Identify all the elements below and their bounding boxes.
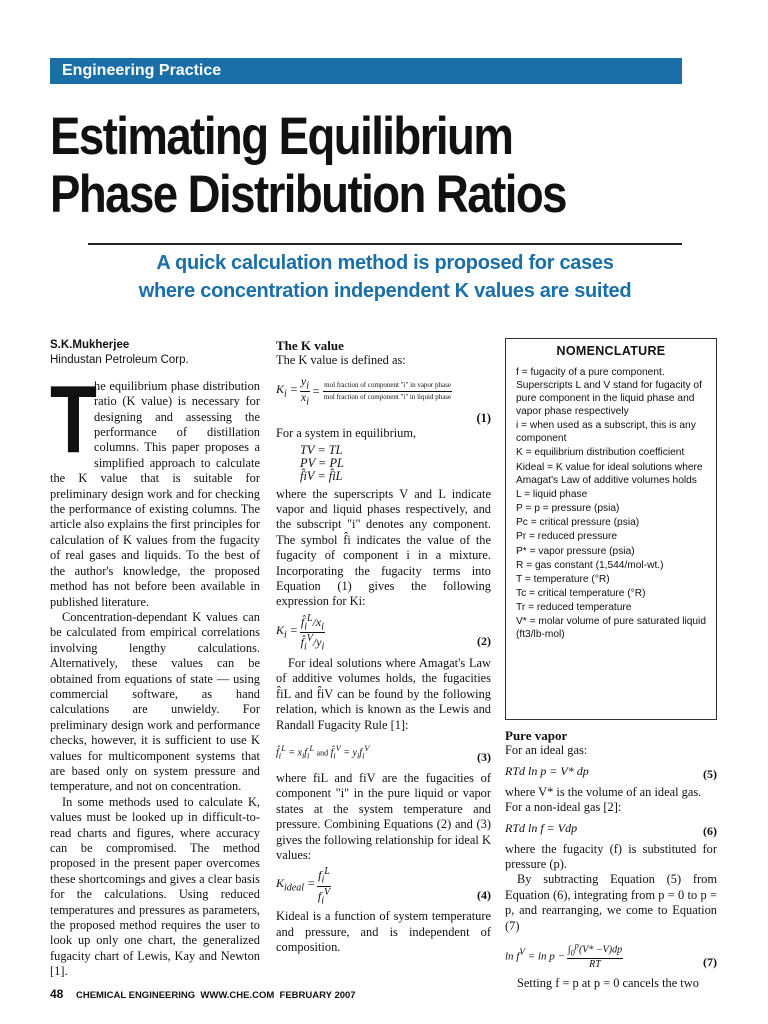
equation-7: $\ln f^V = \ln p$ − $\frac{\int_0^p(V* -V)dp}{RT}$ (7) xyxy=(505,940,717,971)
footer-text: CHEMICAL ENGINEERING WWW.CHE.COM FEBRUARY 2007 xyxy=(76,990,356,1001)
author-name: S.K.Mukherjee xyxy=(50,339,130,351)
nomenclature-item: Kideal = K value for ideal solutions where Amagat's Law of additive volumes holds xyxy=(516,461,703,486)
subtraction-paragraph: By subtracting Equation (5) from Equation (6), integrating from p = 0 to p = p, and rearranging, we come to Equation (7) xyxy=(505,872,717,933)
equation-4: $K_{ideal}$ = $\frac{f_i^L}{f_i^V}$ (4) xyxy=(276,866,491,907)
nomenclature-item: P* = vapor pressure (psia) xyxy=(516,545,635,557)
eq1-denominator-label: mol fraction of component "i" in liquid phase xyxy=(323,393,452,402)
subtitle-line-2: where concentration independent K values are suited xyxy=(138,280,632,302)
nomenclature-item: i = when used as a subscript, this is any component xyxy=(516,420,696,445)
title-line-2: Phase Distribution Ratios xyxy=(50,165,566,224)
nomenclature-item: K = equilibrium distribution coefficient xyxy=(516,447,685,459)
nomenclature-item: Pc = critical pressure (psia) xyxy=(516,517,640,529)
nomenclature-item: V* = molar volume of pure saturated liquid (ft3/lb-mol) xyxy=(516,616,706,641)
setting-paragraph: Setting f = p at p = 0 cancels the two xyxy=(517,976,699,991)
eq1-tag: (1) xyxy=(476,410,491,425)
section-banner xyxy=(50,58,682,84)
superscript-explanation: where the superscripts V and L indicate vapor and liquid phases respectively, and the subscript "i" denotes any component. The symbol f̂i indicates the value of the fugacity of component i in a mixture. Incorporating the fugacity terms into Equation (1) gives the following expression for Ki: xyxy=(276,486,491,609)
column-2 xyxy=(276,338,491,956)
drop-cap: T xyxy=(50,365,97,473)
non-ideal-gas-intro: where V* is the volume of an ideal gas. For a non-ideal gas [2]: xyxy=(505,784,702,815)
intro-text: he equilibrium phase distribution ratio (K value) is necessary for designing and assessing the performance of distillation columns. This paper proposes a simplified approach to calculate the K value that is suitable for preliminary design work and for checking the performance of existing columns. The article also explains the first principles for calculation of K values from the fugacity of real gases and liquids. To the best of the author's knowledge, the proposed method has not before been available in published literature. xyxy=(50,378,260,609)
ideal-solution-paragraph: For ideal solutions where Amagat's Law of additive volumes holds, the fugacities f̂iL and f̂iV can be found by the following relation, which is known as the Lewis and Randall Fugacity Rule [1]: xyxy=(276,655,491,732)
column-3 xyxy=(505,728,717,991)
intro-paragraph xyxy=(50,365,260,610)
eq4-tag: (4) xyxy=(477,887,491,902)
pure-fugacity-paragraph: where fiL and fiV are the fugacities of component "i" in the pure liquid or vapor states at the system temperature and pressure. Combining Equations (2) and (3) gives the following relationship for ideal K values: xyxy=(276,770,491,862)
eq5-body: RTd ln p = V* dp xyxy=(505,764,589,779)
condition-fugacity: f̂iV = f̂iL xyxy=(300,468,343,483)
eq6-body: RTd ln f = Vdp xyxy=(505,820,578,835)
subtitle-line-1: A quick calculation method is proposed for cases xyxy=(156,252,614,274)
nomenclature-list xyxy=(506,358,716,641)
equation-5 xyxy=(505,761,717,783)
system-intro: For a system in equilibrium, xyxy=(276,426,417,441)
equation-3: $f̂_i^L = x_if_i^L$ and $f̂_i^V = y_if_i^V$ (3) xyxy=(276,743,491,764)
ideal-gas-intro: For an ideal gas: xyxy=(505,743,588,758)
page-number: 48 xyxy=(50,987,64,1001)
equation-1: $K_i$ = $\frac{y_i}{x_i}$ = $\frac{\text{mol fraction of component "i" in vapor phase}}{\text{mol fraction of component "i" in liquid phase}}$ xyxy=(276,373,452,408)
nomenclature-item: f = fugacity of a pure component. Superscripts L and V stand for fugacity of pure component in the liquid phase and vapor phase respectively xyxy=(516,367,702,417)
author-affiliation: Hindustan Petroleum Corp. xyxy=(50,354,189,367)
condition-temperature: TV = TL xyxy=(300,442,343,457)
eq6-tag: (6) xyxy=(703,824,717,839)
nomenclature-box xyxy=(505,338,717,720)
nomenclature-item: Tc = critical temperature (°R) xyxy=(516,588,646,600)
fugacity-substitution: where the fugacity (f) is substituted for pressure (p). xyxy=(505,841,717,872)
nomenclature-item: L = liquid phase xyxy=(516,488,588,500)
pure-vapor-heading: Pure vapor xyxy=(505,728,568,743)
nomenclature-item: Tr = reduced temperature xyxy=(516,602,632,614)
eq3-tag: (3) xyxy=(477,749,491,764)
nomenclature-item: Pr = reduced pressure xyxy=(516,531,618,543)
article-title xyxy=(50,108,618,224)
k-value-heading: The K value xyxy=(276,338,344,353)
eq5-tag: (5) xyxy=(703,767,717,782)
paragraph-2: Concentration-dependant K values can be calculated from empirical correlations involving lengthy calculations. Alternatively, these values can be obtained from equations of state — using commercial software, as hand calculations are unwieldy. For preliminary design work and performance checks, however, it is sufficient to use K values for multicomponent systems that are based only on system pressure and temperature, and not on concentration. xyxy=(50,609,260,794)
equation-2: $K_i$ = $\frac{f̂_i^L/x_i}{f̂_i^V/y_i}$ (2) xyxy=(276,612,491,653)
article-subtitle xyxy=(80,249,690,305)
title-rule xyxy=(88,243,682,245)
kideal-paragraph: Kideal is a function of system temperature and pressure, and is independent of composition. xyxy=(276,909,491,955)
column-1 xyxy=(50,338,260,980)
equilibrium-conditions xyxy=(300,444,491,483)
nomenclature-title: NOMENCLATURE xyxy=(556,344,666,358)
title-line-1: Estimating Equilibrium xyxy=(50,107,513,166)
equation-6 xyxy=(505,818,717,840)
nomenclature-item: P = p = pressure (psia) xyxy=(516,502,620,514)
condition-pressure: PV = PL xyxy=(300,455,344,470)
section-label: Engineering Practice xyxy=(62,62,222,79)
nomenclature-item: R = gas constant (1,544/mol-wt.) xyxy=(516,559,664,571)
nomenclature-item: T = temperature (°R) xyxy=(516,573,610,585)
eq1-numerator-label: mol fraction of component "i" in vapor phase xyxy=(323,380,452,392)
k-value-intro: The K value is defined as: xyxy=(276,353,406,368)
paragraph-3: In some methods used to calculate K, values must be looked up in difficult-to-read charts and figures, where accuracy can be compromised. The method proposed in the present paper overcomes these shortcomings and gives a clear basis for the calculations. Using reduced temperatures and pressures as parameters, the proposed method requires the user to look up only one chart, the generalized fugacity chart of Lewis, Kay and Newton [1]. xyxy=(50,794,260,979)
page-footer xyxy=(50,987,356,1001)
eq7-tag: (7) xyxy=(703,954,717,969)
eq2-tag: (2) xyxy=(477,634,491,649)
